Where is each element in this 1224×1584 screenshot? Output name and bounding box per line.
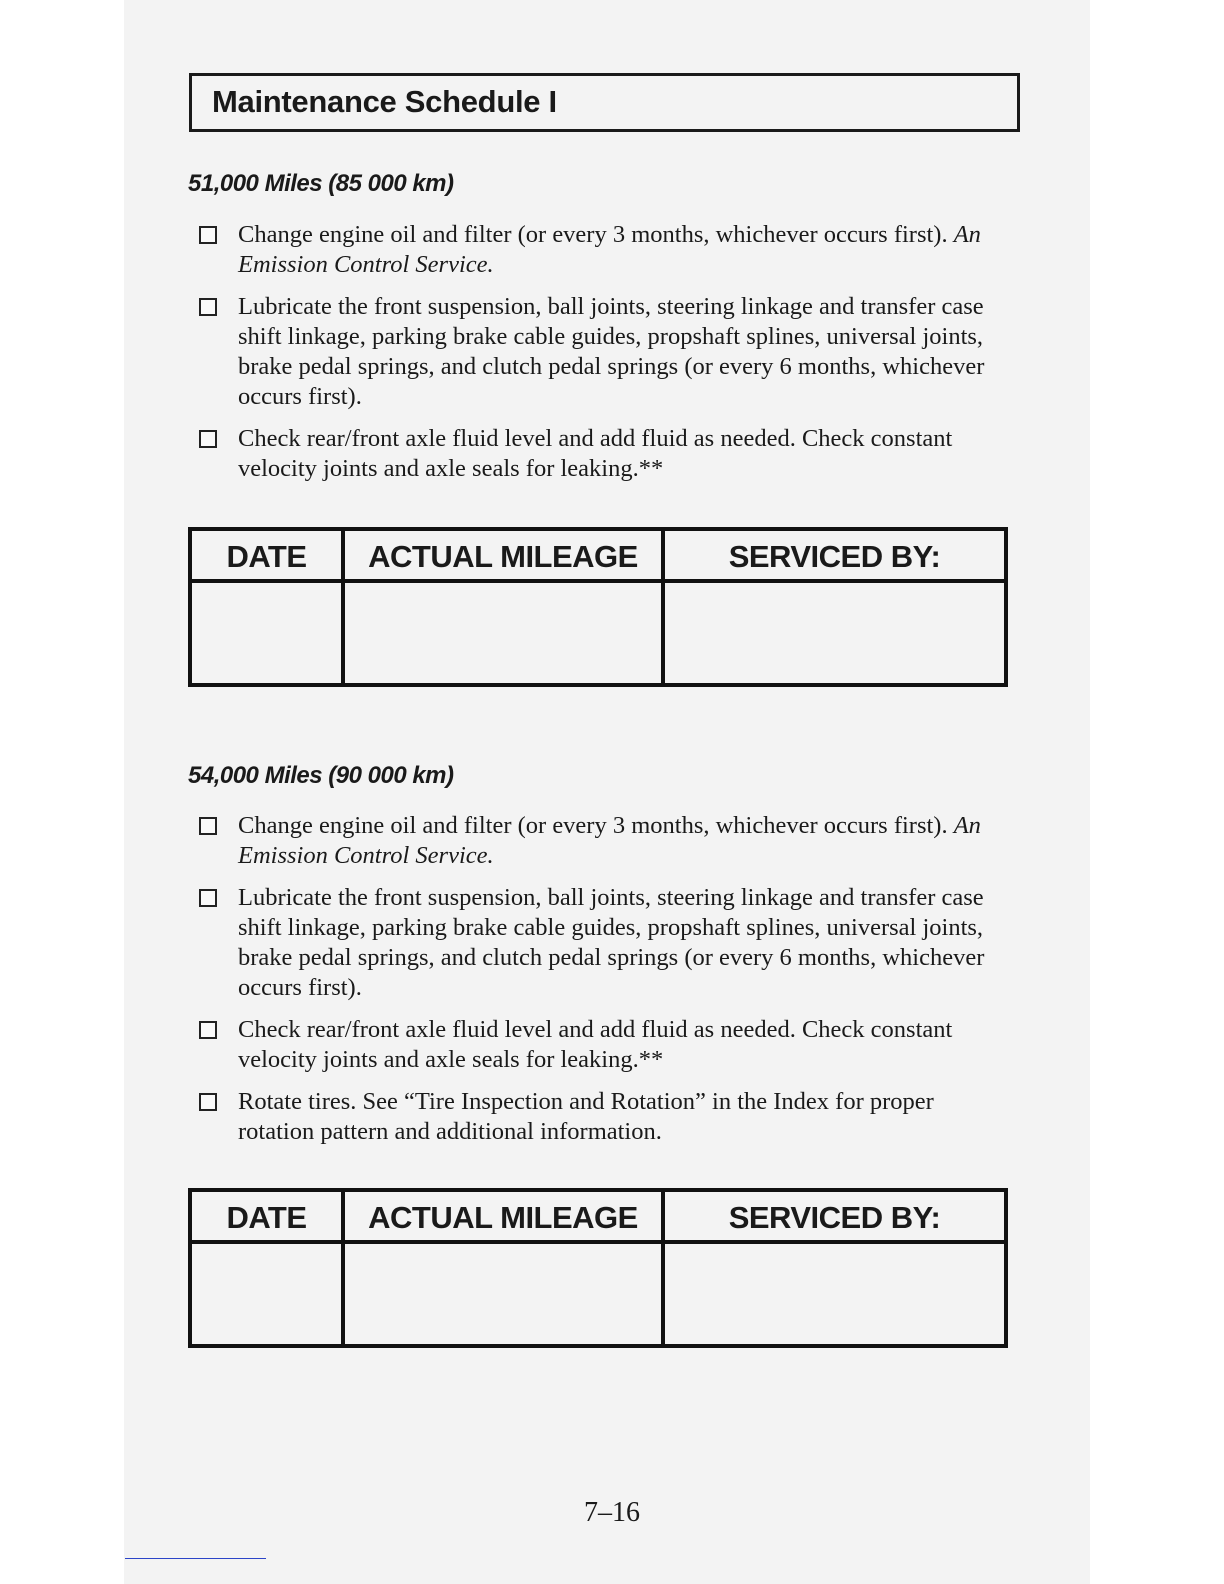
list-item (197, 1087, 1012, 1147)
mileage-header: ACTUAL MILEAGE (368, 539, 638, 574)
serviced-by-header: SERVICED BY: (728, 1200, 941, 1235)
section-heading-51000: 51,000 Miles (85 000 km) (188, 170, 454, 197)
item-text: Lubricate the front suspension, ball joints, steering linkage and transfer case shift linkage, parking brake cable guides, propshaft splines, universal joints, brake pedal springs, and clutch pedal springs (or every 6 months, whichever occurs first). (238, 293, 985, 410)
checklist-51000 (197, 220, 1012, 496)
mileage-header: ACTUAL MILEAGE (368, 1200, 638, 1235)
checkbox[interactable] (199, 1093, 217, 1111)
list-item (197, 1015, 1012, 1075)
checkbox[interactable] (199, 817, 217, 835)
list-item (197, 811, 1012, 871)
section-heading-54000: 54,000 Miles (90 000 km) (188, 762, 454, 789)
service-log-table-51000 (188, 527, 1008, 687)
page-title: Maintenance Schedule I (212, 84, 557, 119)
serviced-by-header: SERVICED BY: (728, 539, 941, 574)
item-text: Rotate tires. See “Tire Inspection and Rotation” in the Index for proper rotation pattern and additional information. (238, 1088, 934, 1145)
checkbox[interactable] (199, 1021, 217, 1039)
item-emphasis: An Emission Control Service. (238, 221, 981, 278)
item-text: Change engine oil and filter (or every 3 months, whichever occurs first). (238, 812, 954, 839)
footer-link-underline (125, 1558, 266, 1559)
item-text: Change engine oil and filter (or every 3 months, whichever occurs first). (238, 221, 954, 248)
page-number: 7–16 (584, 1497, 640, 1528)
checkbox[interactable] (199, 298, 217, 316)
item-text: Lubricate the front suspension, ball joints, steering linkage and transfer case shift linkage, parking brake cable guides, propshaft splines, universal joints, brake pedal springs, and clutch pedal springs (or every 6 months, whichever occurs first). (238, 884, 985, 1001)
date-header: DATE (226, 1200, 307, 1235)
list-item (197, 424, 1012, 484)
list-item (197, 292, 1012, 412)
schedule-header (189, 73, 1020, 132)
item-text: Check rear/front axle fluid level and add fluid as needed. Check constant velocity joints and axle seals for leaking.** (238, 1016, 953, 1073)
item-text: Check rear/front axle fluid level and add fluid as needed. Check constant velocity joints and axle seals for leaking.** (238, 425, 953, 482)
service-log-table-54000 (188, 1188, 1008, 1348)
checkbox[interactable] (199, 226, 217, 244)
item-emphasis: An Emission Control Service. (238, 812, 981, 869)
date-header: DATE (226, 539, 307, 574)
checklist-54000 (197, 811, 1012, 1159)
list-item (197, 220, 1012, 280)
checkbox[interactable] (199, 430, 217, 448)
checkbox[interactable] (199, 889, 217, 907)
list-item (197, 883, 1012, 1003)
